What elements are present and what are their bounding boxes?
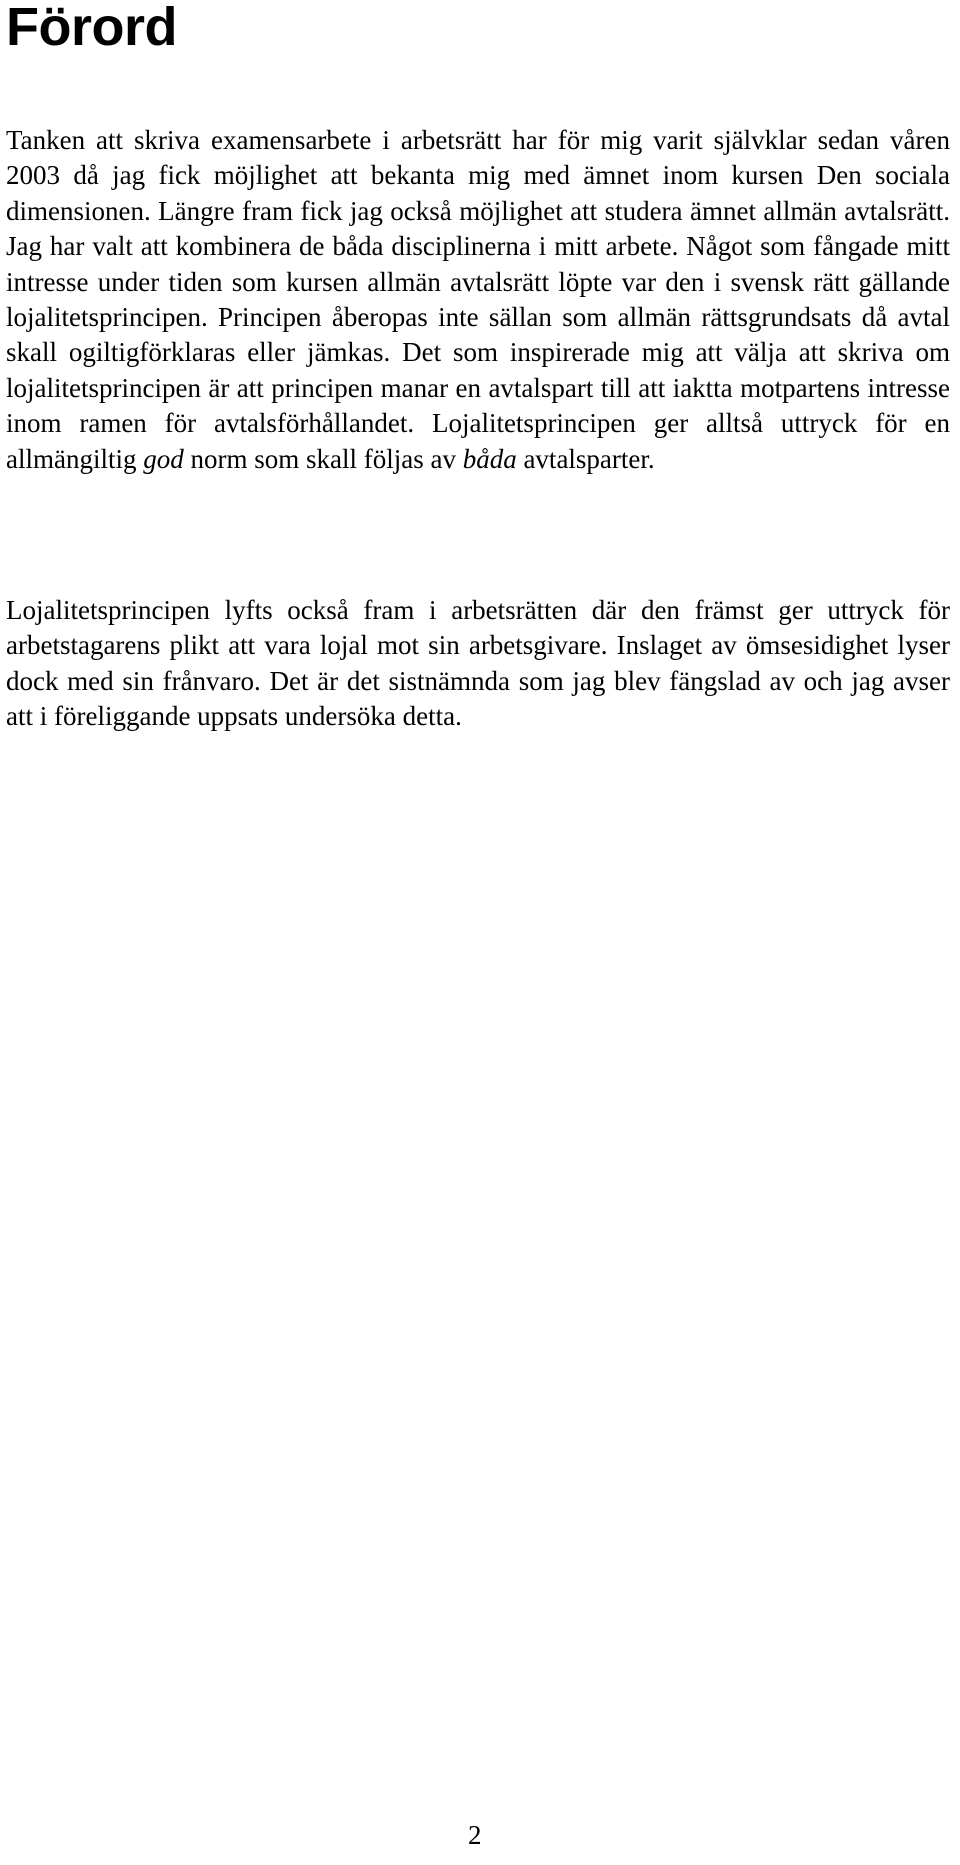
- emphasis-god: god: [143, 443, 184, 474]
- paragraph-2: Lojalitetsprincipen lyfts också fram i arbetsrätten där den främst ger uttryck för arbetstagarens plikt att vara lojal mot sin arbetsgivare. Inslaget av ömsesidighet lyser dock med sin frånvaro. Det är det sistnämnda som jag blev fängslad av och jag avser att i föreliggande uppsats undersöka detta.: [6, 595, 950, 732]
- emphasis-bada: båda: [462, 443, 517, 474]
- paragraph-1-text-c: avtalsparter.: [516, 443, 655, 474]
- paragraph-1: [6, 123, 950, 477]
- page-title: Förord: [6, 0, 177, 57]
- page-number: 2: [468, 1820, 482, 1850]
- paragraph-1-text-a: Tanken att skriva examensarbete i arbetsrätt har för mig varit självklar sedan våren 2003 då jag fick möjlighet att bekanta mig med ämnet inom kursen Den sociala dimensionen. Längre fram fick jag också möjlighet att studera ämnet allmän avtalsrätt. Jag har valt att kombinera de båda disciplinerna i mitt arbete. Något som fångade mitt intresse under tiden som kursen allmän avtalsrätt löpte var den i svensk rätt gällande lojalitetsprincipen. Principen åberopas inte sällan som allmän rättsgrundsats då avtal skall ogiltigförklaras eller jämkas. Det som inspirerade mig att välja att skriva om lojalitetsprincipen är att principen manar en avtalspart till att iaktta motpartens intresse inom ramen för avtalsförhållandet. Lojalitetsprincipen ger alltså uttryck för en allmängiltig: [6, 125, 950, 474]
- paragraph-1-text-b: norm som skall följas av: [183, 443, 463, 474]
